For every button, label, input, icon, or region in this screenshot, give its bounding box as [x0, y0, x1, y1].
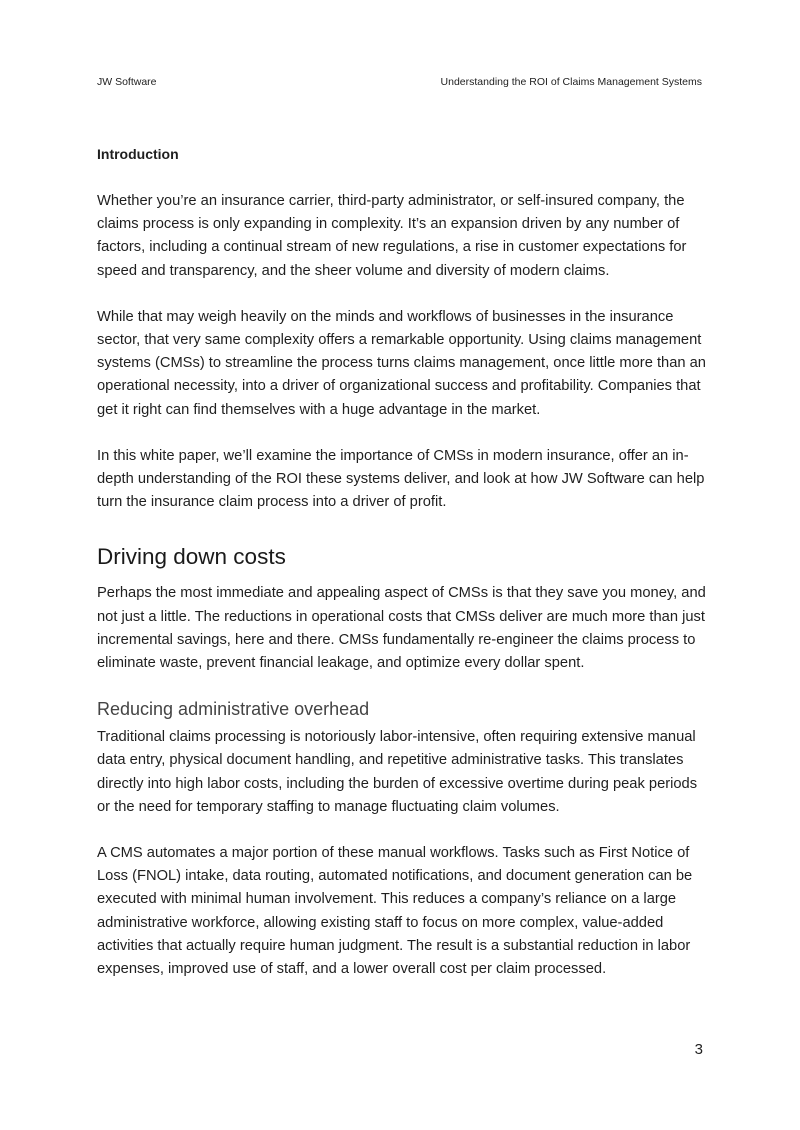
section-paragraph: Perhaps the most immediate and appealing aspect of CMSs is that they save you money, and not just a little. The reductions in operational costs that CMSs deliver are much more than just incremental savings, here and there. CMSs fundamentally re-engineer the claims process to eliminate waste, prevent financial leakage, and optimize every dollar spent.: [97, 585, 706, 672]
intro-paragraph-1: Whether you’re an insurance carrier, third-party administrator, or self-insured company, the claims process is only expanding in complexity. It’s an expansion driven by any number of factors, including a continual stream of new regulations, a rise in customer expectations for speed and transparency, and the sheer volume and diversity of modern claims.: [97, 193, 687, 279]
intro-heading: Introduction: [97, 146, 179, 162]
subsection-paragraph-1: Traditional claims processing is notoriously labor-intensive, often requiring extensive manual data entry, physical document handling, and repetitive administrative tasks. This translates directly into high labor costs, including the burden of excessive overtime during peak periods or the need for temporary staffing to manage fluctuating claim volumes.: [97, 729, 698, 815]
intro-paragraph-2: While that may weigh heavily on the minds and workflows of businesses in the insurance sector, that very same complexity offers a remarkable opportunity. Using claims management systems (CMSs) to streamline the process turns claims management, once little more than an operational necessity, into a driver of organizational success and profitability. Companies that get it right can find themselves with a huge advantage in the market.: [97, 308, 706, 418]
subsection-paragraph-2: A CMS automates a major portion of these manual workflows. Tasks such as First Notice of Loss (FNOL) intake, data routing, automated notifications, and document generation can be executed with minimal human involvement. This reduces a company’s reliance on a large administrative workforce, allowing existing staff to focus on more complex, value-added activities that actually require human judgment. The result is a substantial reduction in labor expenses, improved use of staff, and a lower overall cost per claim processed.: [97, 845, 693, 978]
intro-paragraph-3: In this white paper, we’ll examine the importance of CMSs in modern insurance, offer an in-depth understanding of the ROI these systems deliver, and look at how JW Software can help turn the insurance claim process into a driver of profit.: [97, 447, 705, 511]
page-number: 3: [694, 1041, 703, 1058]
page-content: [97, 144, 707, 981]
header-document-title: Understanding the ROI of Claims Management Systems: [440, 76, 702, 88]
header-company: JW Software: [97, 76, 157, 88]
section-heading: Driving down costs: [97, 544, 286, 570]
subsection-heading: Reducing administrative overhead: [97, 699, 370, 720]
